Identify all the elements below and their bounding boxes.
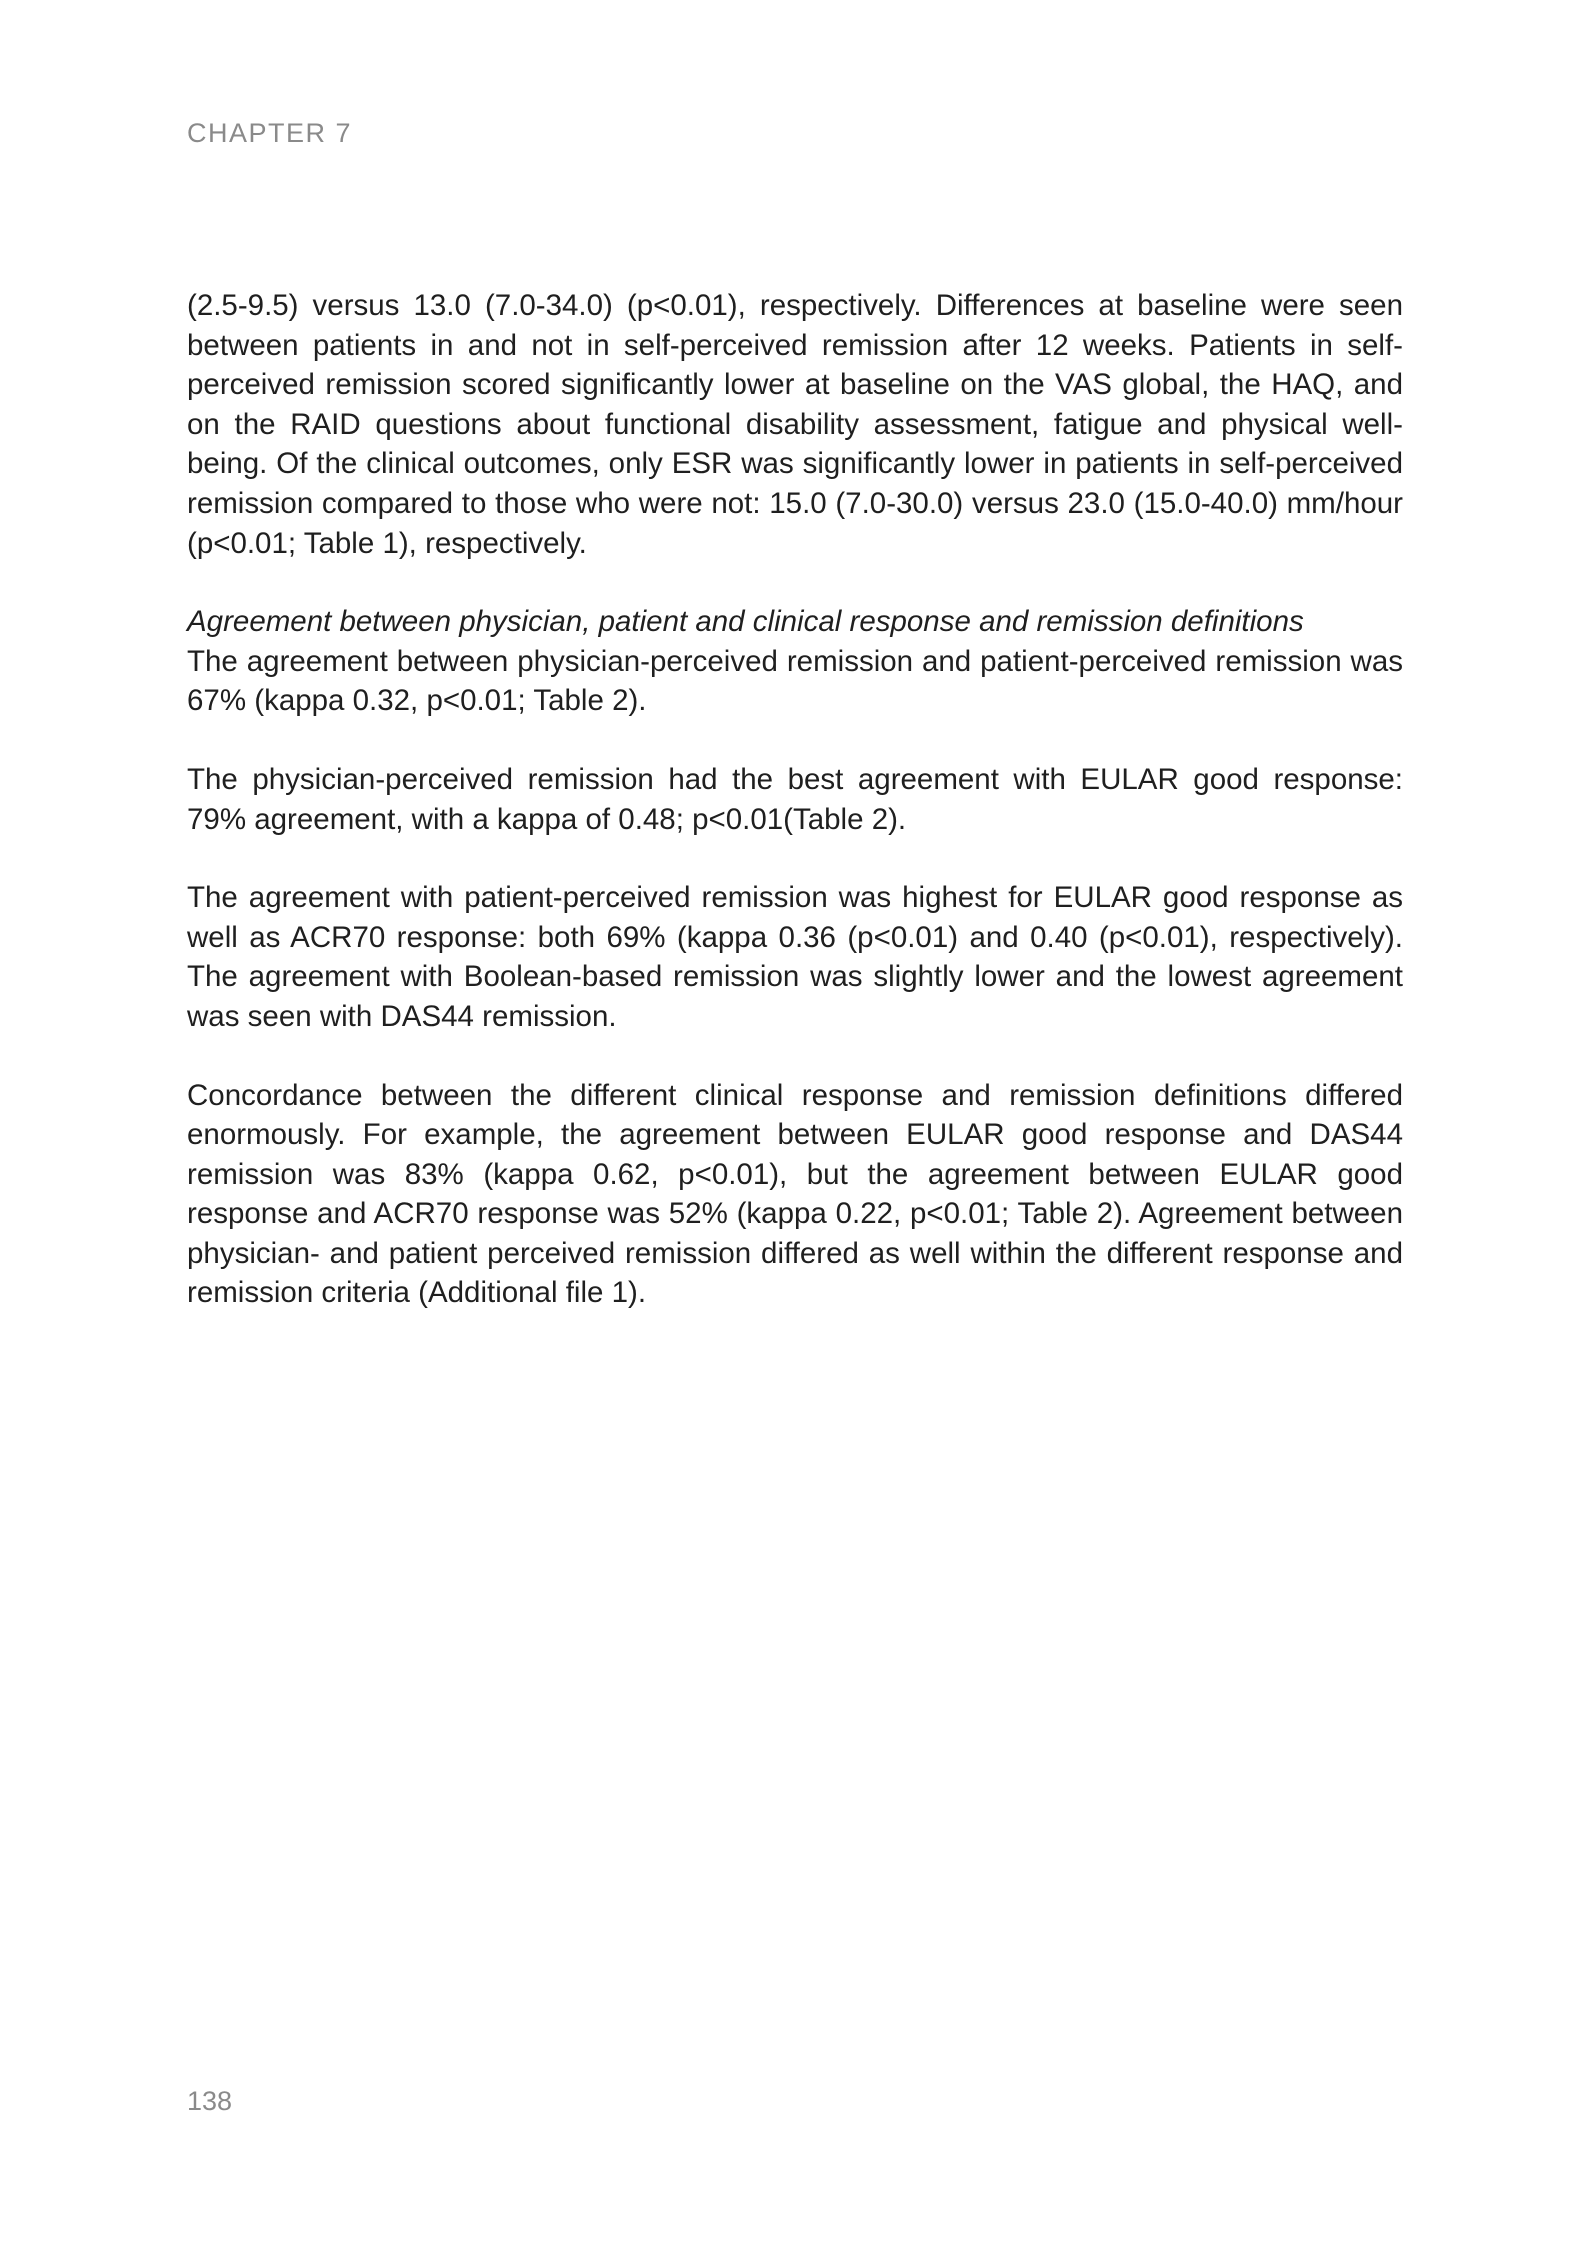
paragraph-agreement-intro — [187, 602, 1403, 721]
paragraph-patient-agreement: The agreement with patient-perceived remission was highest for EULAR good response as well as ACR70 response: both 69% (kappa 0.36 (p<0.01) and 0.40 (p<0.01), respectively). The agreement with Boolean-based remission was slightly lower and the lowest agreement was seen with DAS44 remission. — [187, 881, 1403, 1033]
page-number: 138 — [187, 2086, 233, 2116]
paragraph-concordance: Concordance between the different clinical response and remission definitions differed enormously. For example, the agreement between EULAR good response and DAS44 remission was 83% (kappa 0.62, p<0.01), but the agreement between EULAR good response and ACR70 response was 52% (kappa 0.22, p<0.01; Table 2). Agreement between physician- and patient perceived remission differed as well within the different response and remission criteria (Additional file 1). — [187, 1078, 1403, 1310]
body-text — [187, 286, 1403, 1352]
paragraph-physician-agreement: The physician-perceived remission had the best agreement with EULAR good response: 79% agreement, with a kappa of 0.48; p<0.01(Table 2). — [187, 762, 1403, 836]
running-head: CHAPTER 7 — [187, 118, 353, 148]
paragraph-agreement-intro-text: The agreement between physician-perceived remission and patient-perceived remission was 67% (kappa 0.32, p<0.01; Table 2). — [187, 644, 1403, 718]
section-heading: Agreement between physician, patient and clinical response and remission definitions — [187, 605, 1304, 639]
paragraph-baseline-differences: (2.5-9.5) versus 13.0 (7.0-34.0) (p<0.01), respectively. Differences at baseline were seen between patients in and not in self-perceived remission after 12 weeks. Patients in self-perceived remission scored significantly lower at baseline on the VAS global, the HAQ, and on the RAID questions about functional disability assessment, fatigue and physical well-being. Of the clinical outcomes, only ESR was significantly lower in patients in self-perceived remission compared to those who were not: 15.0 (7.0-30.0) versus 23.0 (15.0-40.0) mm/hour (p<0.01; Table 1), respectively. — [187, 289, 1403, 560]
